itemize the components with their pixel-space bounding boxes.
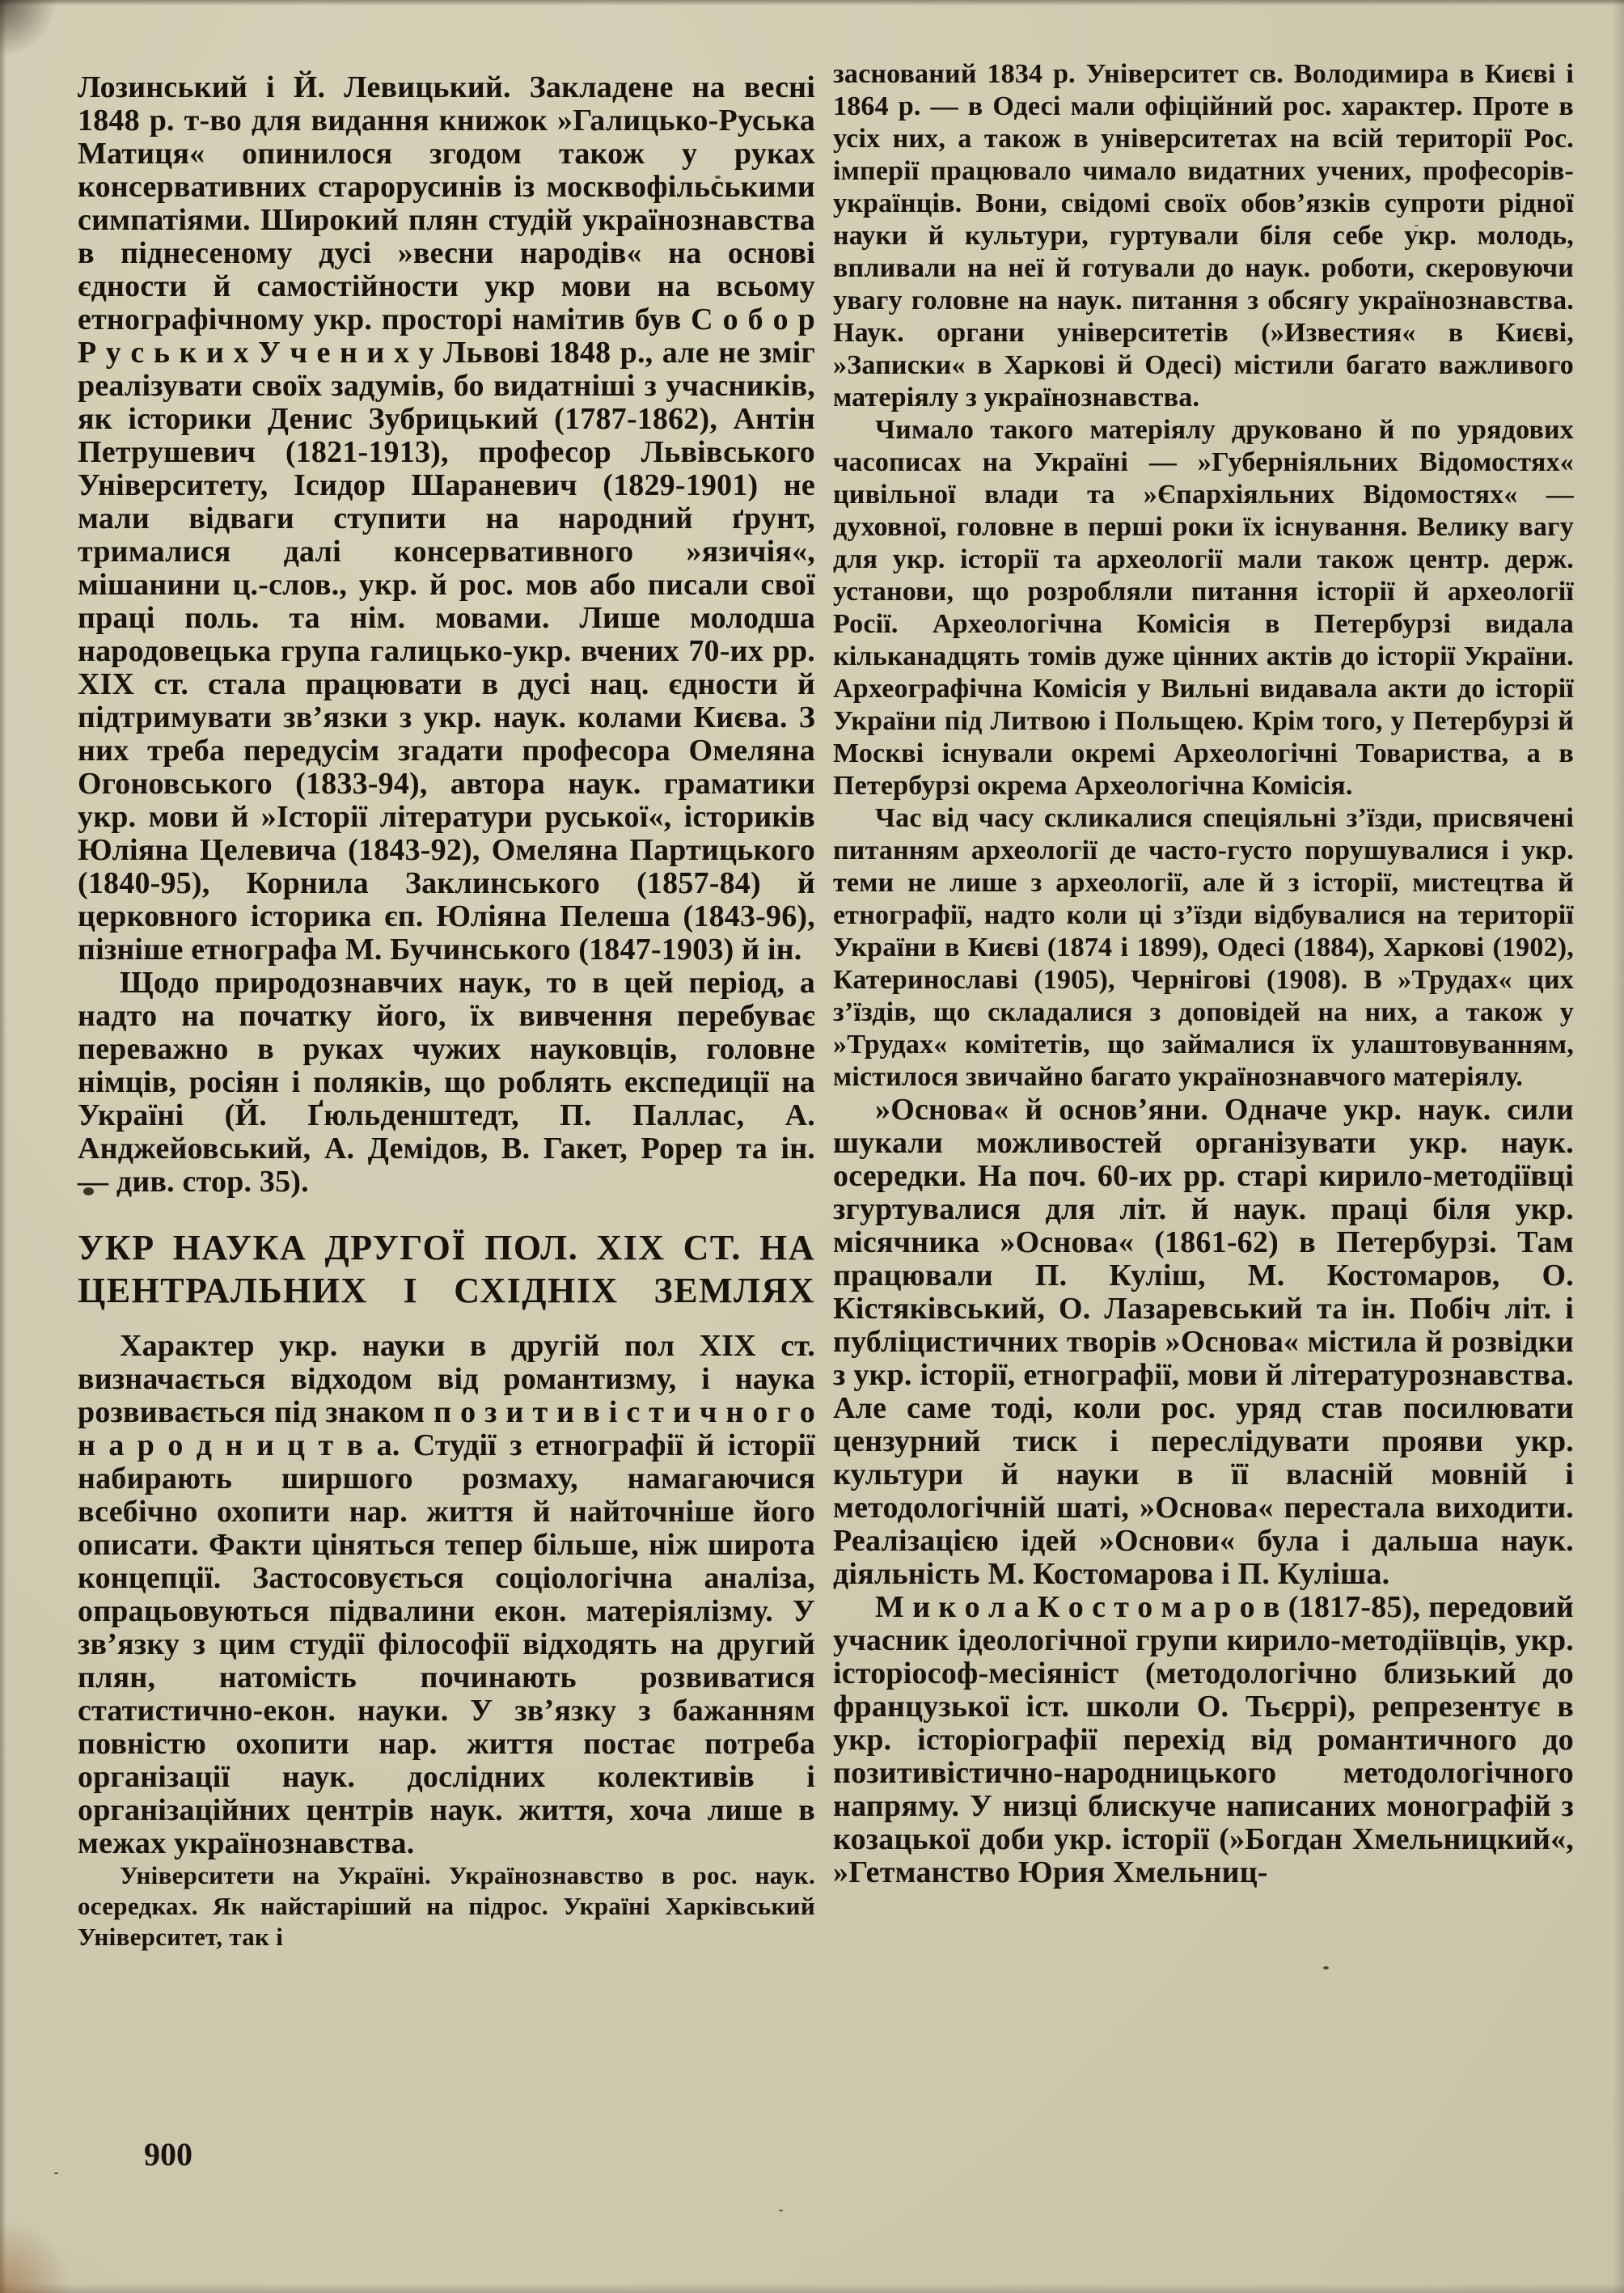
paragraph [833, 1591, 1574, 1889]
heading-line: ЦЕНТРАЛЬНИХ І СХІДНІХ ЗЕМЛЯХ [78, 1271, 815, 1310]
paragraph-text: Час від часу скликалися спеціяльні з’їзди, присвячені питанням археології де часто-густо порушувалися і укр. теми не лише з археології, але й з історії, мистецтва й етнографії, надто коли ці з’їзди відбувалися на території України в Києві (1874 і 1899), Одесі (1884), Харкові (1902), Катеринославі (1905), Чернігові (1908). В »Трудах« цих з’їздів, що складалися з доповідей на них, а також у »Трудах« комітетів, що займалися їх улаштовуванням, містилося звичайно багато українознавчого матеріялу. [833, 803, 1574, 1092]
paragraph-text: Лозинський і Й. Левицький. Закладене на весні 1848 р. т-во для видання книжок »Галицько-Руська Матиця« опинилося згодом також у руках консервативних старорусинів із москвофільськими симпатіями. Широкий плян студій українознавства в піднесеному дусі »весни народів« на основі єдности й самостійности укр мови на всьому етнографічному укр. просторі намітив був С о б о р Р у с ь к и х У ч е н и х у Львові 1848 р., але не зміг реалізувати своїх задумів, бо видатніші з учасників, як історики Денис Зубрицький (1787-1862), Антін Петрушевич (1821-1913), професор Львівського Університету, Ісидор Шараневич (1829-1901) не мали відваги ступити на народний ґрунт, трималися далі консервативного »язичія«, мішанини ц.-слов., укр. й рос. мов або писали свої праці поль. та нім. мовами. Лише молодша народовецька група галицько-укр. вчених 70-их рр. XIX ст. стала працювати в дусі нац. єдности й підтримувати зв’язки з укр. наук. колами Києва. З них треба передусім згадати професора Омеляна Огоновського (1833-94), автора наук. граматики укр. мови й »Історії літератури руської«, істориків Юліяна Целевича (1843-92), Омеляна Партицького (1840-95), Корнила Заклинського (1857-84) й церковного історика єп. Юліяна Пелеша (1843-96), пізніше етнографа М. Бучинського (1847-1903) й ін. [78, 70, 815, 967]
paragraph [833, 414, 1574, 802]
section-heading [78, 1226, 815, 1312]
paragraph-lead-bold: »Основа« й основ’яни. [875, 1093, 1209, 1127]
left-column [78, 71, 815, 1952]
paragraph-text: Щодо природознавчих наук, то в цей період, а надто на початку його, їх вивчення перебуває переважно в руках чужих науковців, головне німців, росіян і поляків, що роблять експедиції на Україні (Й. Ґюльденштедт, П. Паллас, А. Анджейовський, А. Демідов, В. Гакет, Рорер та ін. — див. стор. 35). [78, 966, 815, 1199]
paragraph [78, 967, 815, 1199]
paragraph [78, 1330, 815, 1860]
heading-line: УКР НАУКА ДРУГОЇ ПОЛ. XIX СТ. НА [78, 1228, 815, 1267]
paragraph-text: Університети на Україні. Українознавство в рос. наук. осередках. Як найстаріший на підрос. Україні Харківський Університет, так і [78, 1861, 815, 1951]
paragraph-text: Характер укр. науки в другій пол XIX ст. визначається відходом від романтизму, і наука розвивається під знаком п о з и т и в і с т и ч н о г о н а р о д н и ц т в а. Студії з етнографії й історії набирають ширшого розмаху, намагаючися всебічно охопити нар. життя й найточніше його описати. Факти ціняться тепер більше, ніж широта концепції. Застосовується соціологічна аналіза, опрацьовуються підвалини екон. матеріялізму. У зв’язку з цим студії філософії відходять на другий плян, натомість починають розвиватися статистично-екон. науки. У зв’язку з бажанням повністю охопити нар. життя постає потреба організації наук. дослідних колективів і організаційних центрів наук. життя, хоча лише в межах українознавства. [78, 1329, 815, 1860]
paragraph-text: Чимало такого матеріялу друковано й по урядових часописах на Україні — »Губерніяльних Відомостях« цивільної влади та »Єпархіяльних Відомостях« — духовної, головне в перші роки їх існування. Велику вагу для укр. історії та археології мали також центр. держ. установи, що розробляли питання історії й археології Росії. Археологічна Комісія в Петербурзі видала кільканадцять томів дуже цінних актів до історії України. Археографічна Комісія у Вильні видавала акти до історії України під Литвою і Польщею. Крім того, у Петербурзі й Москві існували окремі Археологічні Товариства, а в Петербурзі окрема Археологічна Комісія. [833, 415, 1574, 801]
paragraph-text: заснований 1834 р. Університет св. Володимира в Києві і 1864 р. — в Одесі мали офіційний рос. характер. Проте в усіх них, а також в університетах на всій території Рос. імперії працювало чимало видатних учених, професорів-українців. Вони, свідомі своїх обов’язків супроти рідної науки й культури, гуртували біля себе укр. молодь, впливали на неї й готували до наук. роботи, скеровуючи увагу головне на наук. питання з обсягу українознавства. Наук. органи університетів (»Известия« в Києві, »Записки« в Харкові й Одесі) містили багато важливого матеріялу з українознавства. [833, 59, 1574, 412]
right-column [833, 58, 1574, 1889]
page-number: 900 [144, 2136, 192, 2172]
paragraph [833, 58, 1574, 414]
paragraph [78, 71, 815, 967]
paragraph-text: М и к о л а К о с т о м а р о в (1817-85), передовий учасник ідеологічної групи кирило-методіївців, укр. історіософ-месіяніст (методологічно близький до французької іст. школи О. Тьєррі), репрезентує в укр. історіографії перехід від романтичного до позитивістично-народницького методологічного напряму. У низці блискуче написаних монографій з козацької доби укр. історії (»Богдан Хмельницкий«, »Гетманство Юрия Хмельниц- [833, 1590, 1574, 1889]
paragraph [833, 802, 1574, 1094]
paragraph [833, 1094, 1574, 1591]
paragraph [78, 1860, 815, 1952]
paragraph-text: Одначе укр. наук. сили шукали можливостей організувати укр. наук. осередки. На поч. 60-их рр. старі кирило-методіївці згуртувалися для літ. й наук. праці біля укр. місячника »Основа« (1861-62) в Петербурзі. Там працювали П. Куліш, М. Костомаров, О. Кістяківський, О. Лазаревський та ін. Побіч літ. і публіцистичних творів »Основа« містила й розвідки з укр. історії, етнографії, мови й літературознавства. Але саме тоді, коли рос. уряд став посилювати цензурний тиск і переслідувати прояви укр. культури й науки в її власній мовній і методологічній шаті, »Основа« перестала виходити. Реалізацією ідей »Основи« була і дальша наук. діяльність М. Костомарова і П. Куліша. [833, 1093, 1574, 1591]
